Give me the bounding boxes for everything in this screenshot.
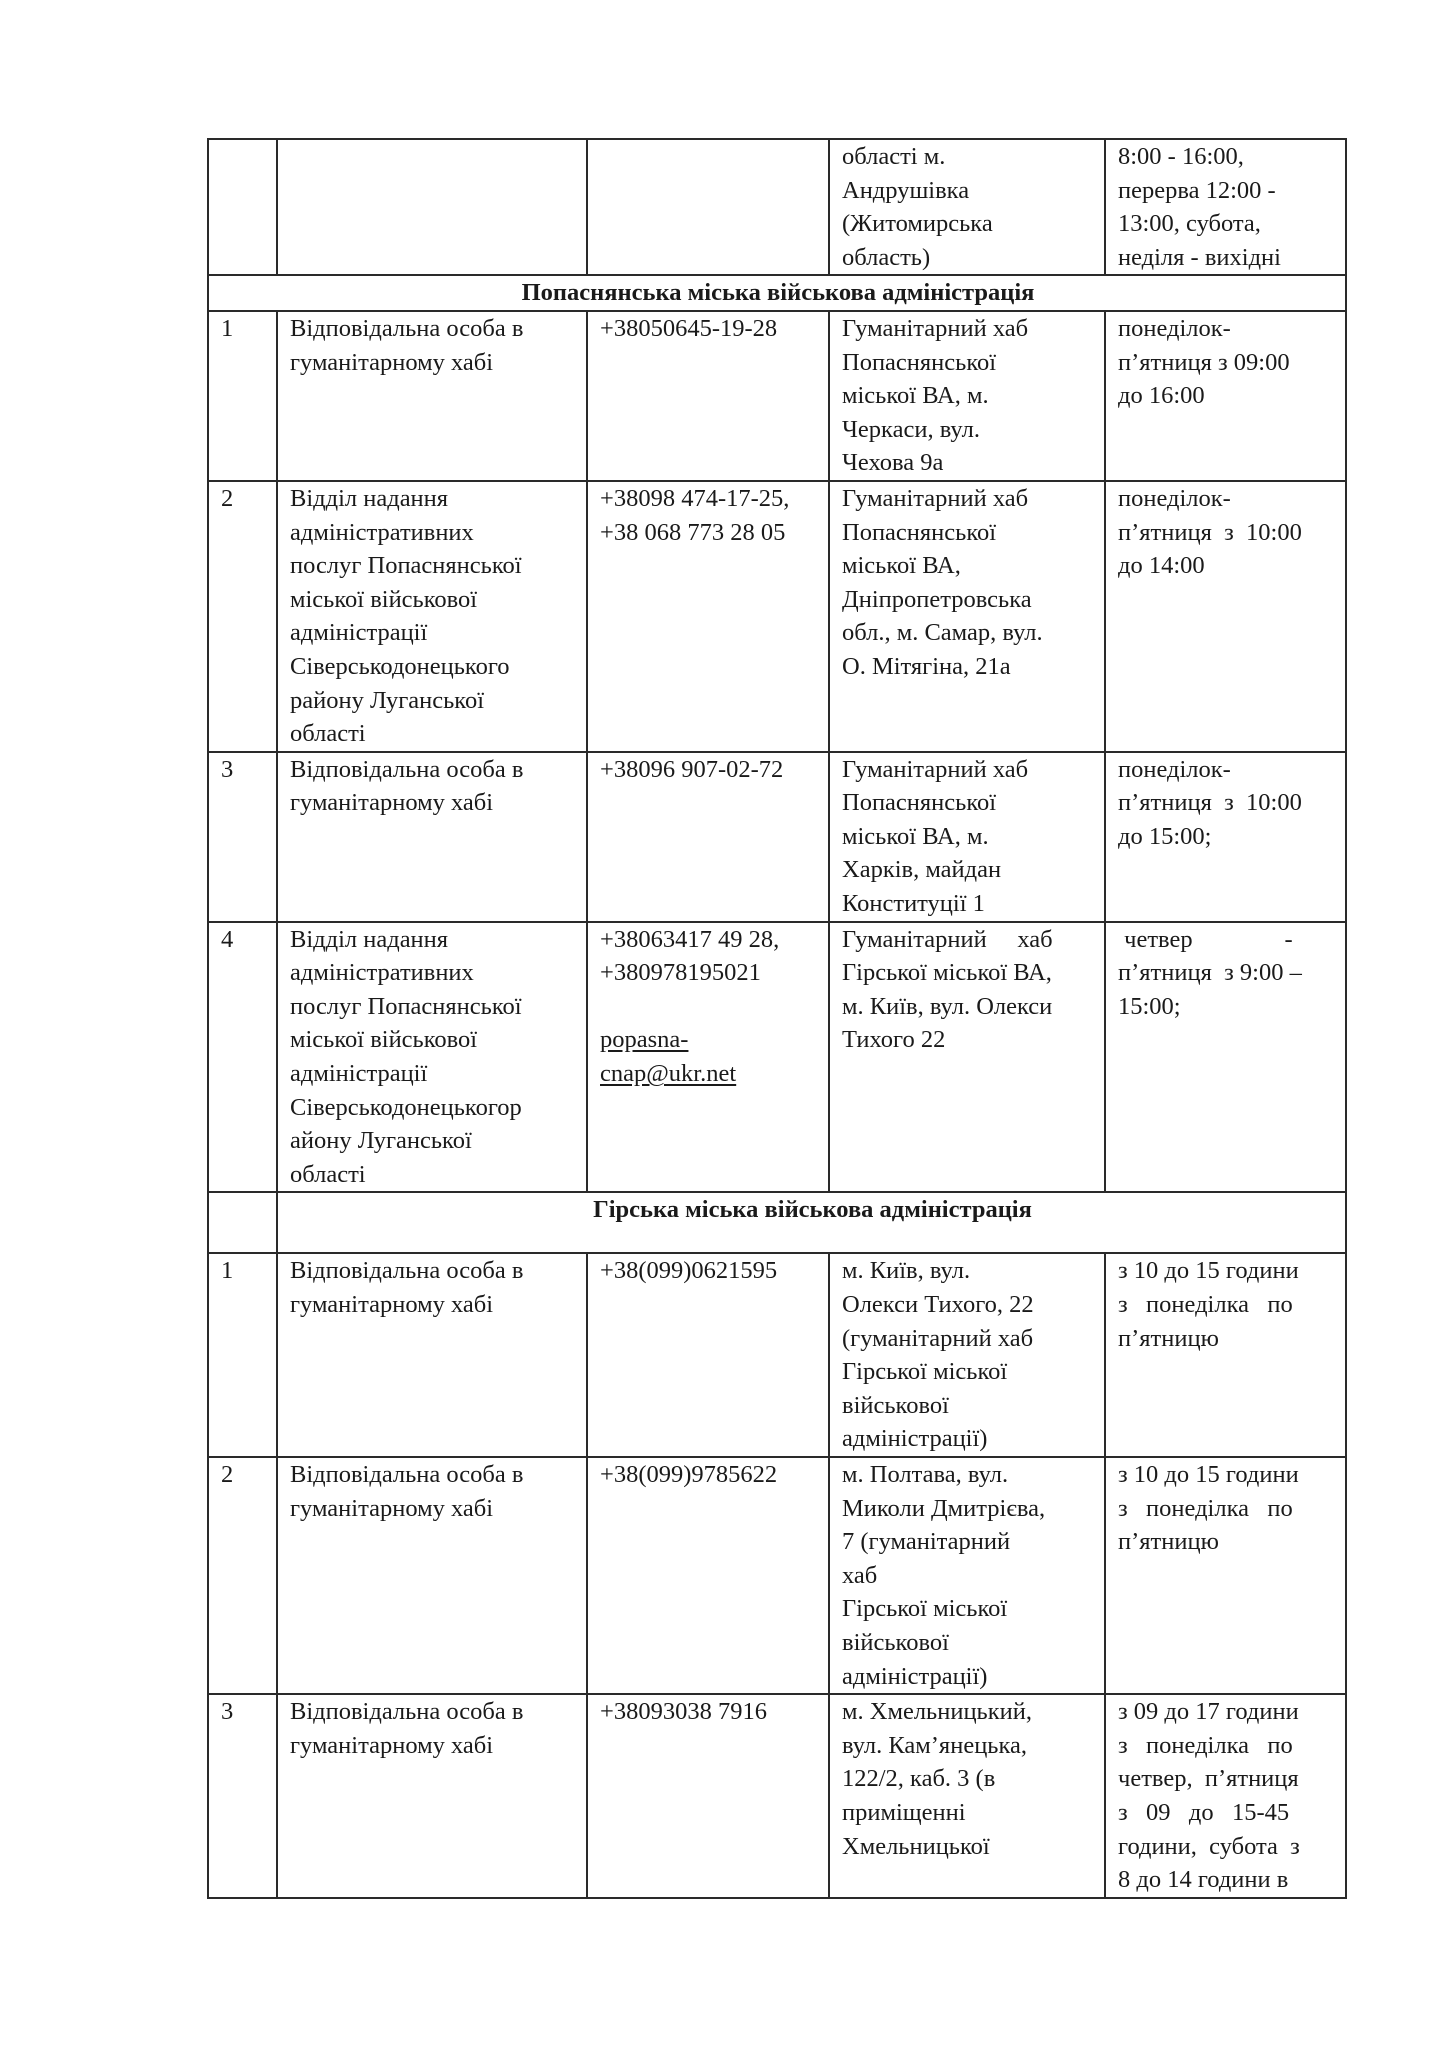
schedule-line: п’ятниця з 09:00 [1118, 348, 1290, 376]
phone-cell [587, 1694, 829, 1898]
name-line: послуг Попаснянської [290, 552, 522, 580]
address-line: область) [842, 243, 931, 271]
address-line: м. Київ, вул. [842, 1257, 971, 1285]
address-line: міської ВА, [842, 552, 961, 580]
phone-line: +380978195021 [600, 959, 761, 987]
address-line: (гуманітарний хаб [842, 1324, 1034, 1352]
name-cell [277, 311, 587, 481]
schedule-cell [1105, 1694, 1346, 1898]
name-cell [277, 481, 587, 752]
address-line: Андрушівка [842, 176, 970, 204]
address-line: адміністрації) [842, 1662, 988, 1690]
name-line: Сіверськодонецькогор [290, 1093, 522, 1121]
table-row [208, 1694, 1346, 1898]
phone-cell [587, 481, 829, 752]
schedule-line: неділя - вихідні [1118, 243, 1281, 271]
schedule-line: перерва 12:00 - [1118, 176, 1276, 204]
schedule-line: 15:00; [1118, 992, 1181, 1020]
address-cell [829, 311, 1105, 481]
address-cell [829, 922, 1105, 1193]
phone-line: +38063417 49 28, [600, 925, 780, 953]
address-line: Гуманітарний хаб [842, 484, 1029, 512]
address-line: військової [842, 1628, 949, 1656]
section-number-cell [208, 1192, 277, 1253]
contacts-table-body [208, 139, 1346, 1898]
phone-cell [587, 1457, 829, 1694]
table-row [208, 752, 1346, 922]
name-line: Відповідальна особа в [290, 1460, 524, 1488]
schedule-line: з понеділка по [1118, 1731, 1293, 1759]
phone-cell [587, 139, 829, 275]
address-line: м. Полтава, вул. [842, 1460, 1009, 1488]
name-line: адміністративних [290, 518, 474, 546]
address-line: області м. [842, 143, 946, 170]
phone-line: +38(099)0621595 [600, 1257, 778, 1285]
address-line: Дніпропетровська [842, 585, 1032, 613]
name-line: Відділ надання [290, 925, 449, 953]
address-cell [829, 1694, 1105, 1898]
schedule-line: з 10 до 15 години [1118, 1257, 1299, 1285]
schedule-line: п’ятницю [1118, 1324, 1219, 1352]
schedule-line: 8:00 - 16:00, [1118, 143, 1244, 170]
name-line: області [290, 1160, 366, 1188]
address-line: вул. Кам’янецька, [842, 1731, 1028, 1759]
address-line: Попаснянської [842, 789, 997, 817]
address-line: міської ВА, м. [842, 822, 989, 850]
schedule-line: четвер - [1118, 925, 1293, 953]
address-line: хаб [842, 1561, 878, 1589]
name-line: послуг Попаснянської [290, 992, 522, 1020]
schedule-line: до 16:00 [1118, 382, 1205, 410]
name-line: гуманітарному хабі [290, 1291, 494, 1318]
name-line: айону Луганської [290, 1127, 472, 1155]
address-line: обл., м. Самар, вул. [842, 619, 1043, 647]
address-line: Гірської міської [842, 1595, 1008, 1623]
name-cell [277, 1694, 587, 1898]
address-line: приміщенні [842, 1798, 966, 1826]
schedule-line: п’ятниця з 9:00 – [1118, 959, 1302, 987]
schedule-line: до 15:00; [1118, 822, 1212, 850]
name-line: гуманітарному хабі [290, 789, 494, 817]
address-cell [829, 139, 1105, 275]
address-line: О. Мітягіна, 21а [842, 652, 1011, 680]
address-line: міської ВА, м. [842, 382, 989, 410]
address-line: Олекси Тихого, 22 [842, 1291, 1034, 1318]
table-row [208, 481, 1346, 752]
table-row [208, 1457, 1346, 1694]
name-line: Відповідальна особа в [290, 1698, 524, 1726]
section-header-row [208, 1192, 1346, 1253]
schedule-cell [1105, 1457, 1346, 1694]
row-number-cell: 2 [208, 1457, 277, 1694]
table-row [208, 1253, 1346, 1457]
phone-cell [587, 1253, 829, 1457]
schedule-line: 8 до 14 години в [1118, 1866, 1289, 1894]
schedule-line: з 09 до 17 години [1118, 1698, 1299, 1726]
phone-line: +38(099)9785622 [600, 1460, 778, 1488]
address-line: Чехова 9а [842, 449, 944, 477]
schedule-cell [1105, 752, 1346, 922]
name-line: Відповідальна особа в [290, 1257, 524, 1285]
table-row [208, 922, 1346, 1193]
name-cell [277, 139, 587, 275]
address-cell [829, 481, 1105, 752]
table-row-continuation [208, 139, 1346, 275]
section-title: Попаснянська міська військова адміністрація [208, 275, 1346, 311]
phone-line: +38 068 773 28 05 [600, 518, 786, 546]
schedule-line: понеділок- [1118, 484, 1231, 512]
phone-line: +38096 907-02-72 [600, 755, 784, 783]
row-number-cell: 4 [208, 922, 277, 1193]
schedule-cell [1105, 1253, 1346, 1457]
schedule-cell [1105, 922, 1346, 1193]
email-link[interactable]: cnap@ukr.net [600, 1060, 737, 1088]
name-line: гуманітарному хабі [290, 348, 494, 376]
address-line: (Житомирська [842, 210, 993, 238]
name-cell [277, 752, 587, 922]
name-cell [277, 1253, 587, 1457]
name-line: міської військової [290, 1026, 478, 1054]
address-line: Харків, майдан [842, 856, 1002, 884]
name-line: Відділ надання [290, 484, 449, 512]
name-line: адміністрації [290, 619, 428, 647]
schedule-line: з понеділка по [1118, 1291, 1293, 1318]
schedule-line: 13:00, субота, [1118, 210, 1261, 238]
name-cell [277, 922, 587, 1193]
address-line: військової [842, 1391, 949, 1419]
row-number-cell: 3 [208, 1694, 277, 1898]
address-line: м. Київ, вул. Олекси [842, 992, 1053, 1020]
row-number-cell: 1 [208, 311, 277, 481]
section-header-row [208, 275, 1346, 311]
row-number-cell [208, 139, 277, 275]
spacer [600, 990, 818, 1024]
address-line: Хмельницької [842, 1832, 990, 1860]
name-line: району Луганської [290, 686, 485, 714]
address-line: Гуманітарний хаб [842, 755, 1029, 783]
row-number-cell: 2 [208, 481, 277, 752]
address-line: адміністрації) [842, 1425, 988, 1453]
schedule-line: п’ятниця з 10:00 [1118, 518, 1302, 546]
schedule-line: з понеділка по [1118, 1494, 1293, 1522]
name-line: адміністрації [290, 1060, 428, 1088]
row-number-cell: 3 [208, 752, 277, 922]
row-number-cell: 1 [208, 1253, 277, 1457]
schedule-cell [1105, 139, 1346, 275]
address-line: 7 (гуманітарний [842, 1528, 1011, 1556]
phone-cell [587, 311, 829, 481]
schedule-line: з 10 до 15 години [1118, 1460, 1299, 1488]
address-cell [829, 1253, 1105, 1457]
name-line: гуманітарному хабі [290, 1494, 494, 1522]
schedule-line: п’ятниця з 10:00 [1118, 789, 1302, 817]
address-line: м. Хмельницький, [842, 1698, 1032, 1726]
phone-cell [587, 752, 829, 922]
address-line: Гуманітарний хаб [842, 314, 1029, 342]
schedule-line: понеділок- [1118, 755, 1231, 783]
schedule-line: четвер, п’ятниця [1118, 1765, 1299, 1793]
schedule-line: п’ятницю [1118, 1528, 1219, 1556]
name-line: області [290, 720, 366, 748]
name-line: адміністративних [290, 959, 474, 987]
address-line: Конституції 1 [842, 890, 985, 918]
address-line: Черкаси, вул. [842, 415, 980, 443]
address-cell [829, 1457, 1105, 1694]
address-cell [829, 752, 1105, 922]
schedule-line: години, субота з [1118, 1832, 1300, 1860]
section-title: Гірська міська військова адміністрація [277, 1192, 1346, 1253]
name-line: міської військової [290, 585, 478, 613]
schedule-line: до 14:00 [1118, 552, 1205, 580]
schedule-cell [1105, 481, 1346, 752]
address-line: Гірської міської ВА, [842, 959, 1052, 987]
name-line: Відповідальна особа в [290, 314, 524, 342]
address-line: Гірської міської [842, 1358, 1008, 1386]
address-line: Попаснянської [842, 518, 997, 546]
email-link[interactable]: popasna- [600, 1026, 689, 1054]
address-line: Миколи Дмитрієва, [842, 1494, 1046, 1522]
phone-line: +38093038 7916 [600, 1698, 767, 1726]
schedule-line: з 09 до 15-45 [1118, 1798, 1290, 1826]
phone-line: +38098 474-17-25, [600, 484, 790, 512]
address-line: 122/2, каб. 3 (в [842, 1765, 996, 1793]
schedule-line: понеділок- [1118, 314, 1231, 342]
contacts-table [207, 138, 1347, 1899]
address-line: Гуманітарний хаб [842, 925, 1053, 953]
address-line: Попаснянської [842, 348, 997, 376]
name-line: Відповідальна особа в [290, 755, 524, 783]
phone-cell [587, 922, 829, 1193]
name-line: гуманітарному хабі [290, 1731, 494, 1759]
name-line: Сіверськодонецького [290, 652, 510, 680]
phone-line: +38050645-19-28 [600, 314, 778, 342]
name-cell [277, 1457, 587, 1694]
table-row [208, 311, 1346, 481]
schedule-cell [1105, 311, 1346, 481]
address-line: Тихого 22 [842, 1026, 946, 1054]
